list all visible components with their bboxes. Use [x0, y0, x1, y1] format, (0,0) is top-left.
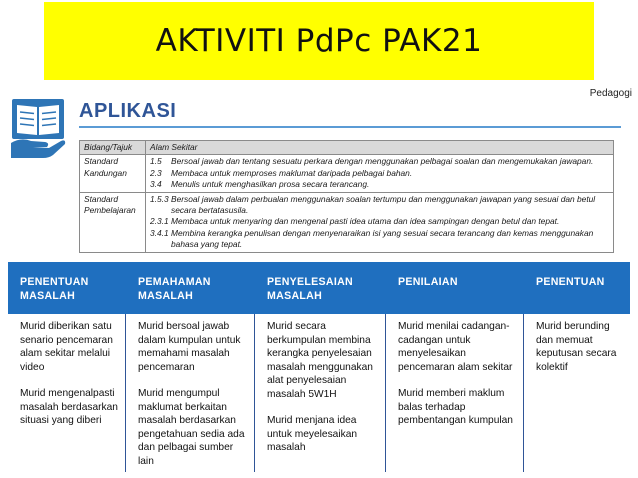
phase-heading-penyelesaian-masalah: PENYELESAIAN MASALAH — [267, 276, 354, 302]
phase-heading-penentuan: PENENTUAN — [536, 276, 605, 288]
activity-text: Murid mengumpul maklumat berkaitan masalah berdasarkan pengetahuan sedia ada dan pelbagai sumber lain — [138, 388, 245, 467]
activity-text: Murid memberi maklum balas terhadap pembentangan kumpulan — [398, 388, 513, 426]
standards-table — [79, 140, 614, 253]
phase-column-penilaian — [386, 314, 524, 472]
pembelajaran-row — [80, 192, 614, 252]
activity-text: Murid berunding dan memuat keputusan secara kolektif — [536, 321, 617, 373]
list-item: 3.4.1 Membina kerangka penulisan dengan menyenaraikan isi yang sesuai secara terancang dan kemas menggunakan bahasa yang tepat. — [150, 227, 594, 250]
phase-columns — [8, 314, 630, 472]
list-item: 1.5.3 Bersoal jawab dalam perbualan menggunakan soalan tertumpu dan menggunakan jawapan yang sesuai dan betul secara bertatasusila. — [150, 193, 596, 216]
bidang-label: Bidang/Tajuk — [80, 141, 146, 155]
phase-column-penentuan — [524, 314, 630, 472]
list-item: 2.3.1 Membaca untuk menyaring dan mengenal pasti idea utama dan idea sampingan dengan betul dan tepat. — [150, 216, 560, 227]
kandungan-items — [146, 155, 614, 192]
kandungan-label: Standard Kandungan — [80, 155, 146, 192]
title-banner — [44, 2, 594, 80]
activity-text: Murid menjana idea untuk meyelesaikan masalah — [267, 415, 358, 453]
phase-heading-penilaian: PENILAIAN — [398, 276, 458, 288]
open-book-hand-icon — [9, 97, 67, 159]
kandungan-row — [80, 155, 614, 192]
section-title: APLIKASI — [79, 100, 177, 122]
phase-column-penentuan-masalah — [8, 314, 126, 472]
activity-text: Murid secara berkumpulan membina kerangka penyelesaian masalah menggunakan alat penyelesaian masalah 5W1H — [267, 321, 373, 400]
bidang-value: Alam Sekitar — [146, 141, 614, 155]
activity-text: Murid diberikan satu senario pencemaran alam sekitar melalui video — [20, 321, 113, 373]
activity-text: Murid mengenalpasti masalah berdasarkan situasi yang diberi — [20, 388, 118, 426]
slide-title: AKTIVITI PdPc PAK21 — [155, 23, 483, 59]
phase-column-penyelesaian-masalah — [255, 314, 386, 472]
phase-heading-pemahaman-masalah: PEMAHAMAN MASALAH — [138, 276, 211, 302]
title-underline — [79, 126, 621, 128]
list-item: 2.3 Membaca untuk memproses maklumat daripada pelbagai bahan. — [150, 167, 413, 178]
activity-text: Murid menilai cadangan-cadangan untuk menyelesaikan pencemaran alam sekitar — [398, 321, 513, 373]
list-item: 3.4 Menulis untuk menghasilkan prosa secara terancang. — [150, 179, 370, 190]
phase-column-pemahaman-masalah — [126, 314, 255, 472]
pembelajaran-items — [146, 192, 614, 252]
list-item: 1.5 Bersoal jawab dan tentang sesuatu perkara dengan menggunakan pelbagai soalan dan mengemukakan jawapan. — [150, 156, 594, 167]
table-header-row — [80, 141, 614, 155]
activity-text: Murid bersoal jawab dalam kumpulan untuk memahami masalah pencemaran — [138, 321, 241, 373]
pembelajaran-label: Standard Pembelajaran — [80, 192, 146, 252]
corner-label: Pedagogi — [589, 88, 632, 99]
phase-header-bar — [8, 262, 630, 314]
phase-heading-penentuan-masalah: PENENTUAN MASALAH — [20, 276, 89, 302]
